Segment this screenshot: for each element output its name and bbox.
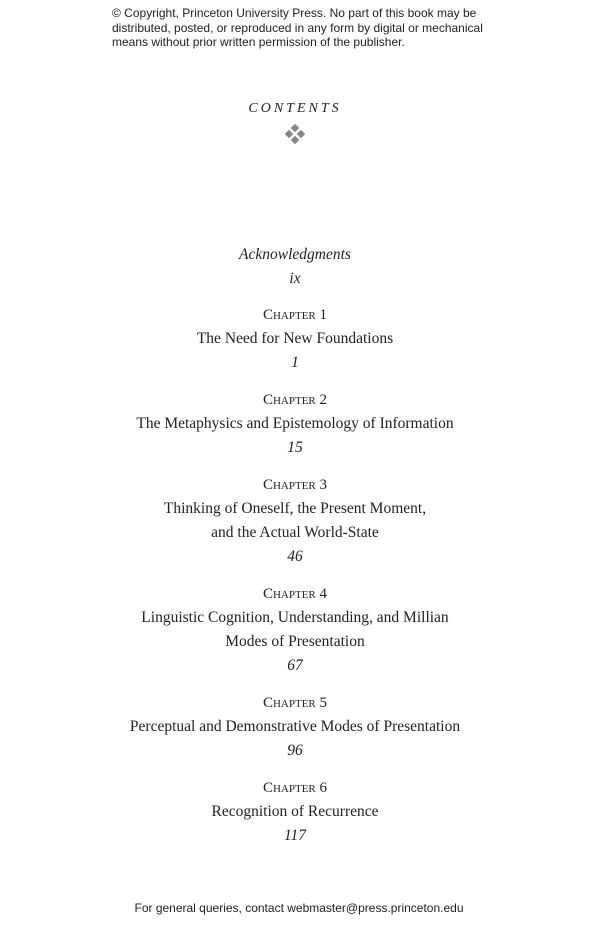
page-number: ix xyxy=(289,270,301,287)
chapter-title: Perceptual and Demonstrative Modes of Presentation xyxy=(129,718,461,735)
notice-line: means without prior written permission of the publisher. xyxy=(112,35,405,49)
chapter-title: Modes of Presentation xyxy=(225,633,365,650)
entry-title: Acknowledgments xyxy=(239,246,351,263)
chapter-label: Chapter 6 xyxy=(262,780,328,796)
notice-line: © Copyright, Princeton University Press. No part of this book may be xyxy=(112,6,477,20)
chapter-title: Linguistic Cognition, Understanding, and Millian xyxy=(141,609,449,626)
diamond-ornament-icon xyxy=(285,124,305,144)
page-number: 67 xyxy=(287,657,303,674)
page-number: 96 xyxy=(287,742,303,759)
chapter-label: Chapter 4 xyxy=(262,586,328,602)
toc-entry-chapter-1[interactable] xyxy=(0,303,590,375)
chapter-title: and the Actual World-State xyxy=(211,524,379,541)
toc-entry-chapter-4[interactable] xyxy=(0,582,590,678)
table-of-contents xyxy=(0,243,590,861)
chapter-label: Chapter 3 xyxy=(262,477,328,493)
chapter-label: Chapter 2 xyxy=(262,392,328,408)
toc-entry-chapter-3[interactable] xyxy=(0,473,590,569)
page-number: 46 xyxy=(287,548,303,565)
chapter-title: The Need for New Foundations xyxy=(196,330,394,347)
chapter-label: Chapter 1 xyxy=(262,307,328,323)
chapter-title: Thinking of Oneself, the Present Moment, xyxy=(163,500,427,517)
page-number: 117 xyxy=(283,827,307,844)
notice-line: distributed, posted, or reproduced in any form by digital or mechanical xyxy=(112,20,483,35)
chapter-title: The Metaphysics and Epistemology of Information xyxy=(136,415,454,432)
toc-entry-acknowledgments[interactable] xyxy=(0,243,590,291)
toc-entry-chapter-6[interactable] xyxy=(0,776,590,848)
chapter-title: Recognition of Recurrence xyxy=(211,803,379,820)
footer-contact: For general queries, contact webmaster@press.princeton.edu xyxy=(134,901,464,915)
page-number: 1 xyxy=(291,354,299,371)
contents-heading: CONTENTS xyxy=(248,101,342,116)
copyright-notice xyxy=(112,6,512,50)
chapter-label: Chapter 5 xyxy=(262,695,328,711)
toc-entry-chapter-5[interactable] xyxy=(0,691,590,763)
page-number: 15 xyxy=(287,439,303,456)
toc-entry-chapter-2[interactable] xyxy=(0,388,590,460)
